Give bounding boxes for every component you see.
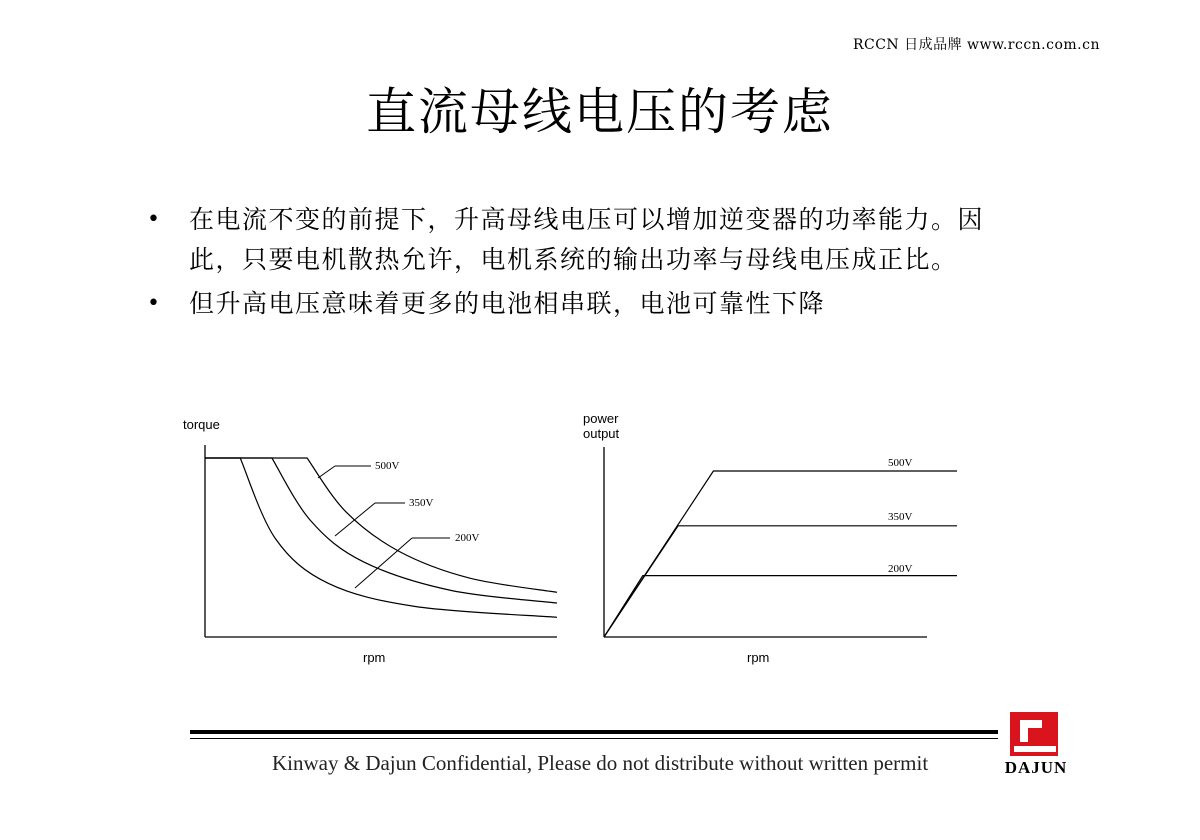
- annotation-arrow-350v: [335, 503, 375, 536]
- bullet-text: 但升高电压意味着更多的电池相串联，电池可靠性下降: [189, 289, 826, 318]
- series-label-200v: 200V: [455, 532, 480, 544]
- series-label-350v: 350V: [409, 497, 434, 509]
- footer-confidential-notice: Kinway & Dajun Confidential, Please do not distribute without written permit: [272, 751, 929, 775]
- power-x-label: rpm: [747, 650, 770, 665]
- bullet-text: 在电流不变的前提下，升高母线电压可以增加逆变器的功率能力。因此，只要电机散热允许，电机系统的输出功率与母线电压成正比。: [189, 205, 985, 274]
- series-line-350v: [604, 526, 957, 637]
- bullet-dot-icon: •: [147, 207, 162, 232]
- series-line-200v: [604, 576, 957, 637]
- series-line-200v: [205, 458, 557, 617]
- torque-x-label: rpm: [363, 650, 386, 665]
- series-label-500v: 500V: [375, 460, 400, 472]
- footer-divider-thin: [190, 738, 998, 739]
- power-y-label: power output: [583, 411, 620, 441]
- torque-annotations: [318, 460, 480, 588]
- torque-y-label: torque: [183, 417, 220, 432]
- bullet-item: [145, 284, 1025, 324]
- series-label-500v: 500V: [888, 457, 913, 469]
- series-line-500v: [205, 458, 557, 592]
- logo-text: DAJUN: [1004, 758, 1068, 777]
- series-label-200v: 200V: [888, 563, 913, 575]
- bullet-dot-icon: •: [147, 291, 162, 316]
- annotation-arrow-500v: [318, 466, 335, 478]
- page-title: 直流母线电压的考虑: [366, 83, 834, 141]
- bullet-list: [145, 200, 1025, 328]
- series-label-350v: 350V: [888, 511, 913, 523]
- bullet-item: [145, 200, 1025, 280]
- footer-divider-thick: [190, 730, 998, 734]
- header-brand: RCCN 日成品牌 www.rccn.com.cn: [852, 37, 1100, 53]
- series-line-350v: [205, 458, 557, 603]
- torque-chart: [175, 410, 575, 675]
- series-line-500v: [604, 471, 957, 637]
- annotation-arrow-200v: [355, 538, 412, 588]
- torque-series-group: [205, 458, 557, 617]
- power-chart: [575, 405, 975, 675]
- power-series-group: [604, 471, 957, 637]
